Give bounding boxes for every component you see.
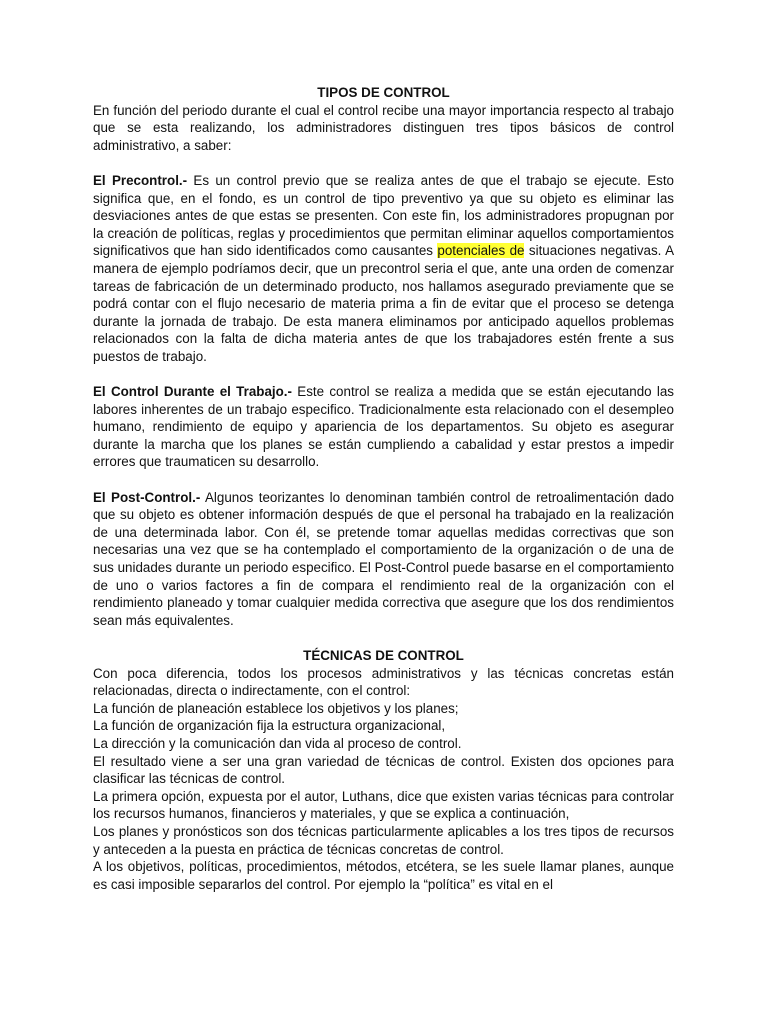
precontrol-text-a: Es un control previo que se realiza antes de que el trabajo se ejecute. Esto significa que, en el fondo, es un control de tipo preventivo ya que su objeto es eliminar las desviaciones antes de que estas se presenten. Con este fin, los administradores propugnan por la creación de políticas, reglas y procedimientos que permitan eliminar aquellos comportamientos significativos que han sido identificados como causantes [93, 172, 674, 259]
post-control-text: Algunos teorizantes lo denominan también control de retroalimentación dado que su objeto es obtener información después de que el personal ha trabajado en la realización de una determinada labor. Con él, se pretende tomar aquellas medidas correctivas que son necesarias una vez que se ha contemplado el comportamiento de la organización o de una de sus unidades durante un periodo especifico. El Post-Control puede basarse en el comportamiento de uno o varios factores a fin de compara el rendimiento real de la organización con el rendimiento planeado y tomar cualquier medida correctiva que asegure que los dos rendimientos sean más equivalentes. [93, 489, 674, 628]
post-control-label: El Post-Control.- [93, 489, 201, 505]
precontrol-label: El Precontrol.- [93, 172, 188, 188]
during-control-paragraph [93, 383, 674, 471]
first-option-paragraph: La primera opción, expuesta por el autor, Luthans, dice que existen varias técnicas para controlar los recursos humanos, financieros y materiales, y que se explica a continuación, [93, 788, 674, 822]
during-control-text: Este control se realiza a medida que se están ejecutando las labores inherentes de un trabajo especifico. Tradicionalmente esta relacionado con el desempleo humano, rendimiento de equipo y apariencia de los departamentos. Su objeto es asegurar durante la marcha que los planes se están cumpliendo a cabalidad y estar prestos a impedir errores que traumaticen su desarrollo. [93, 384, 674, 470]
post-control-paragraph [93, 489, 674, 630]
planning-line: La función de planeación establece los objetivos y los planes; [93, 700, 459, 716]
objectives-paragraph: A los objetivos, políticas, procedimientos, métodos, etcétera, se les suele llamar planes, aunque es casi imposible separarlos del control. Por ejemplo la “política” es vital en el [93, 859, 674, 892]
precontrol-text-b: situaciones negativas. A manera de ejemplo podríamos decir, que un precontrol seria el que, ante una orden de comenzar tareas de fabricación de un determinado producto, nos hallamos asegurado previamente que se podrá contar con el flujo necesario de materia prima a fin de evitar que el proceso se detenga durante la jornada de trabajo. De esta manera eliminamos por anticipado aquellos problemas relacionados con la falta de dicha materia antes de que los trabajadores estén frente a sus puestos de trabajo. [93, 243, 675, 364]
paragraph-gap [93, 366, 674, 384]
highlighted-text: potenciales de [437, 243, 525, 259]
paragraph-gap [93, 154, 674, 172]
paragraph-gap [93, 629, 674, 647]
precontrol-paragraph [93, 172, 674, 366]
intro-paragraph: En función del periodo durante el cual el control recibe una mayor importancia respecto al trabajo que se esta realizando, los administradores distinguen tres tipos básicos de control administrativo, a saber: [93, 102, 674, 153]
paragraph-gap [93, 471, 674, 489]
during-control-label: El Control Durante el Trabajo.- [93, 384, 292, 400]
section-title-tecnicas: TÉCNICAS DE CONTROL [303, 648, 464, 663]
section-title-tipos: TIPOS DE CONTROL [317, 85, 450, 100]
result-paragraph: El resultado viene a ser una gran variedad de técnicas de control. Existen dos opciones para clasificar las técnicas de control. [93, 753, 674, 787]
techniques-intro: Con poca diferencia, todos los procesos administrativos y las técnicas concretas están relacionadas, directa o indirectamente, con el control: [93, 665, 674, 699]
direction-line: La dirección y la comunicación dan vida al proceso de control. [93, 735, 462, 751]
plans-paragraph: Los planes y pronósticos son dos técnicas particularmente aplicables a los tres tipos de recursos y anteceden a la puesta en práctica de técnicas concretas de control. [93, 823, 674, 857]
organization-line: La función de organización fija la estructura organizacional, [93, 718, 446, 734]
